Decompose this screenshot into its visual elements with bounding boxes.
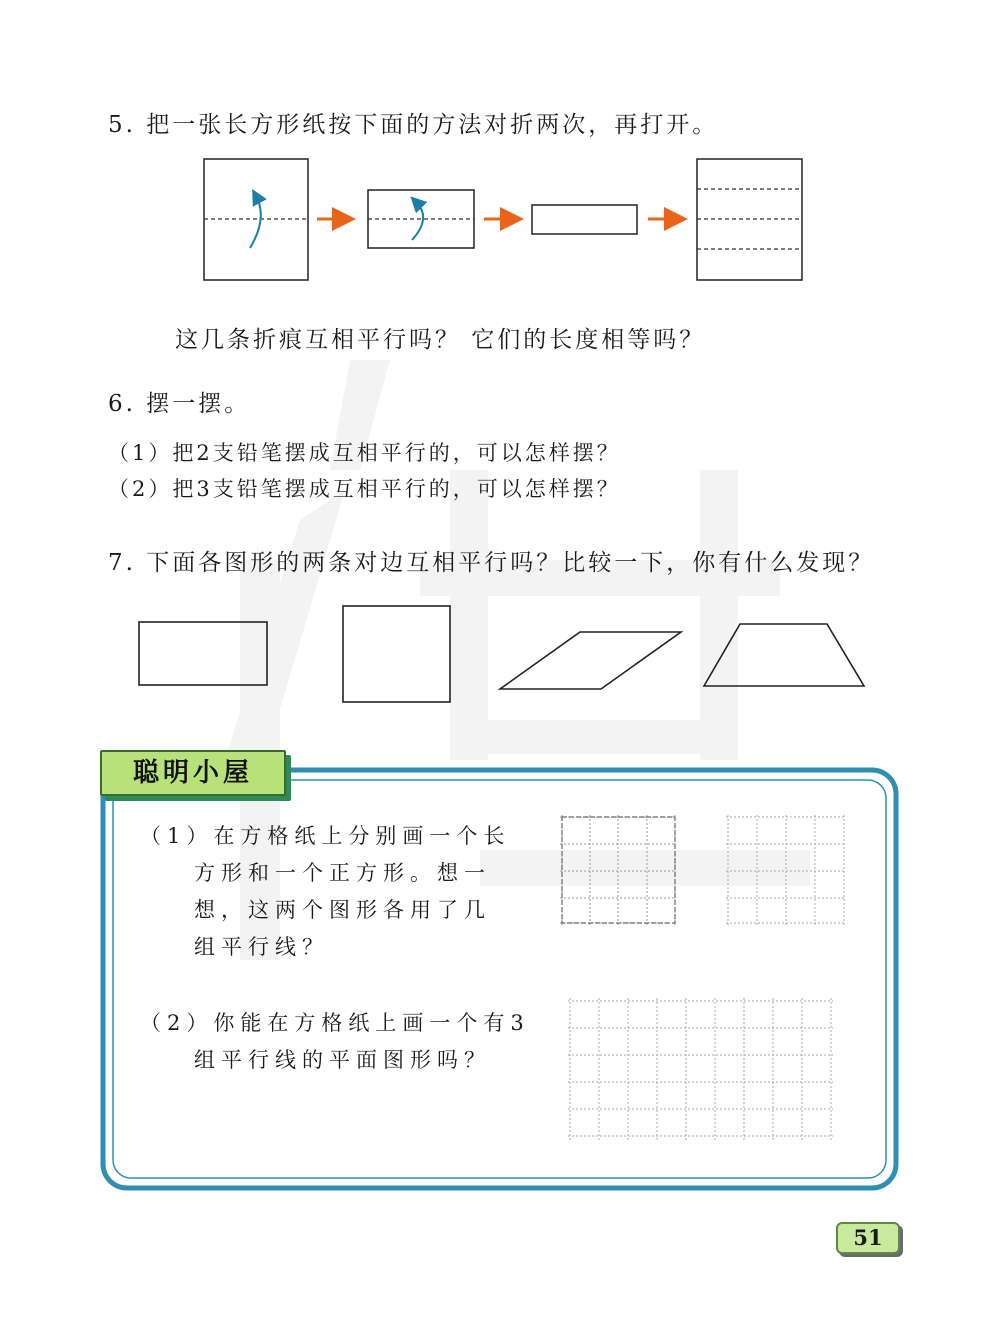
box-item-1-line-3: 想，这两个图形各用了几 bbox=[194, 898, 491, 922]
page-number: 51 bbox=[836, 1222, 900, 1254]
question-5-prompt: 这几条折痕互相平行吗？ 它们的长度相等吗？ bbox=[175, 327, 706, 353]
question-6-item-1: （1）把2支铅笔摆成互相平行的，可以怎样摆？ bbox=[108, 441, 621, 465]
grid-square bbox=[726, 815, 848, 925]
box-item-2-line-1: （2）你能在方格纸上画一个有3 bbox=[140, 1011, 530, 1035]
box-item-1-line-1: （1）在方格纸上分别画一个长 bbox=[140, 824, 511, 848]
question-6-item-2: （2）把3支铅笔摆成互相平行的，可以怎样摆？ bbox=[108, 477, 621, 501]
box-item-1 bbox=[140, 818, 560, 966]
paper-step-1 bbox=[204, 159, 308, 280]
parallelogram-shape bbox=[500, 632, 681, 689]
box-item-2-line-2: 组平行线的平面图形吗？ bbox=[194, 1048, 491, 1072]
grid-large bbox=[568, 998, 836, 1140]
question-5-title: 5. 把一张长方形纸按下面的方法对折两次，再打开。 bbox=[108, 112, 719, 138]
paper-step-3 bbox=[532, 205, 637, 234]
trapezoid-shape bbox=[704, 624, 864, 686]
box-item-1-line-2: 方形和一个正方形。想一 bbox=[194, 861, 491, 885]
question-6-title: 6. 摆一摆。 bbox=[108, 391, 251, 417]
paper-unfolded bbox=[697, 159, 802, 280]
question-7-title: 7. 下面各图形的两条对边互相平行吗？比较一下，你有什么发现？ bbox=[108, 550, 875, 576]
paper-step-2 bbox=[368, 190, 474, 248]
square-shape bbox=[343, 606, 450, 702]
shapes-row bbox=[130, 600, 870, 710]
grid-rectangle bbox=[560, 815, 680, 925]
box-item-2 bbox=[140, 1005, 560, 1079]
rectangle-shape bbox=[139, 622, 267, 685]
folding-diagram bbox=[190, 150, 820, 290]
smart-corner-title: 聪明小屋 bbox=[100, 750, 286, 796]
box-item-1-line-4: 组平行线？ bbox=[194, 935, 329, 959]
